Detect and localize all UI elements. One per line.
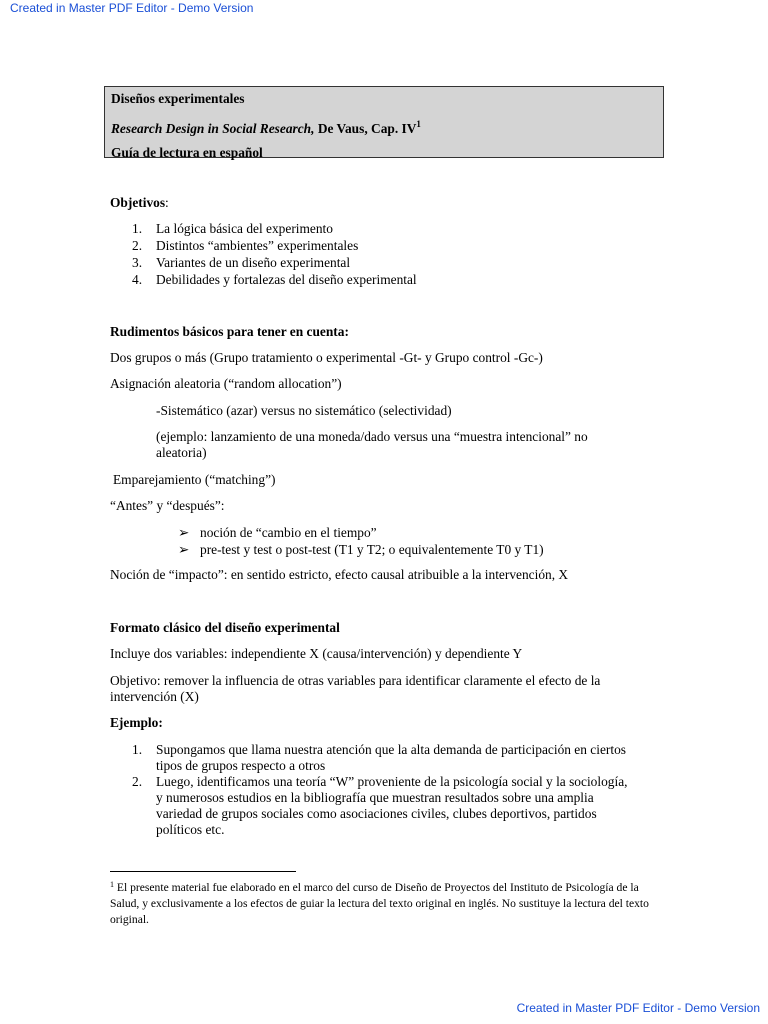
ejemplo-list — [132, 742, 628, 838]
arrow-bullet-icon: ➢ — [178, 525, 190, 540]
objetivo-item — [132, 272, 417, 289]
rudimentos-paragraph-4-line-2: aleatoria) — [156, 445, 207, 460]
list-number: 4. — [132, 272, 143, 287]
title-line-3: Guía de lectura en español — [111, 145, 263, 160]
rudimentos-paragraph-2: Asignación aleatoria (“random allocation”) — [110, 376, 342, 391]
list-item-text: Distintos “ambientes” experimentales — [156, 238, 359, 253]
list-item-text: La lógica básica del experimento — [156, 221, 333, 236]
footnote-ref: 1 — [416, 119, 421, 129]
book-author-chapter: De Vaus, Cap. IV — [314, 121, 417, 136]
watermark-top: Created in Master PDF Editor - Demo Version — [10, 1, 254, 15]
objetivo-item — [132, 255, 417, 272]
list-number: 2. — [132, 774, 143, 789]
objetivo-item — [132, 221, 417, 238]
objetivos-list — [132, 221, 417, 289]
list-item-line: Luego, identificamos una teoría “W” proveniente de la psicología social y la sociología, — [156, 774, 628, 789]
formato-paragraph-2-line-2: intervención (X) — [110, 689, 199, 704]
bullet-item — [178, 542, 544, 559]
footnote-text: El presente material fue elaborado en el marco del curso de Diseño de Proyectos del Instituto de Psicología de la Salud, y exclusivamente a los efectos de guiar la lectura del texto original en inglés. No sustituye la lectura del texto original. — [110, 881, 649, 926]
arrow-bullet-icon: ➢ — [178, 542, 190, 557]
footnote — [110, 880, 664, 928]
list-item-text: noción de “cambio en el tiempo” — [200, 525, 377, 540]
footnote-mark: 1 — [110, 880, 114, 889]
list-number: 3. — [132, 255, 143, 270]
title-line-2 — [111, 115, 663, 143]
list-item-line: Supongamos que llama nuestra atención que la alta demanda de participación en ciertos — [156, 742, 626, 757]
rudimentos-paragraph-1: Dos grupos o más (Grupo tratamiento o experimental -Gt- y Grupo control -Gc-) — [110, 350, 543, 365]
ejemplo-item — [132, 774, 628, 838]
rudimentos-heading: Rudimentos básicos para tener en cuenta: — [110, 324, 349, 339]
list-item-line: tipos de grupos respecto a otros — [156, 758, 326, 773]
formato-heading: Formato clásico del diseño experimental — [110, 620, 340, 635]
formato-paragraph-1: Incluye dos variables: independiente X (causa/intervención) y dependiente Y — [110, 646, 523, 661]
list-number: 1. — [132, 221, 143, 236]
list-item-line: y numerosos estudios en la bibliografía que muestran resultados sobre una amplia — [156, 790, 594, 805]
ejemplo-heading: Ejemplo: — [110, 715, 163, 730]
formato-paragraph-2-line-1: Objetivo: remover la influencia de otras variables para identificar claramente el efecto de la — [110, 673, 601, 688]
footnote-separator — [110, 871, 296, 872]
rudimentos-paragraph-4-line-1: (ejemplo: lanzamiento de una moneda/dado versus una “muestra intencional” no — [156, 429, 588, 444]
bullet-item — [178, 525, 544, 542]
title-line-1: Diseños experimentales — [111, 91, 245, 106]
ejemplo-item — [132, 742, 627, 774]
list-item-line: políticos etc. — [156, 822, 225, 837]
list-item-text: pre-test y test o post-test (T1 y T2; o equivalentemente T0 y T1) — [200, 542, 544, 557]
list-number: 1. — [132, 742, 143, 757]
list-number: 2. — [132, 238, 143, 253]
objetivos-heading: Objetivos: — [110, 195, 169, 210]
list-item-text: Variantes de un diseño experimental — [156, 255, 351, 270]
list-item-text: Debilidades y fortalezas del diseño experimental — [156, 272, 417, 287]
rudimentos-paragraph-5: Emparejamiento (“matching”) — [113, 472, 276, 487]
rudimentos-paragraph-6: “Antes” y “después”: — [110, 498, 225, 513]
list-item-line: variedad de grupos sociales como asociaciones civiles, clubes deportivos, partidos — [156, 806, 597, 821]
document-title-box — [104, 86, 664, 158]
rudimentos-paragraph-7: Noción de “impacto”: en sentido estricto, efecto causal atribuible a la intervención, X — [110, 567, 569, 582]
book-title: Research Design in Social Research, — [111, 121, 315, 136]
rudimentos-paragraph-3: -Sistemático (azar) versus no sistemático (selectividad) — [156, 403, 452, 418]
antes-despues-list — [178, 525, 544, 559]
objetivo-item — [132, 238, 417, 255]
watermark-bottom: Created in Master PDF Editor - Demo Version — [516, 1001, 760, 1015]
